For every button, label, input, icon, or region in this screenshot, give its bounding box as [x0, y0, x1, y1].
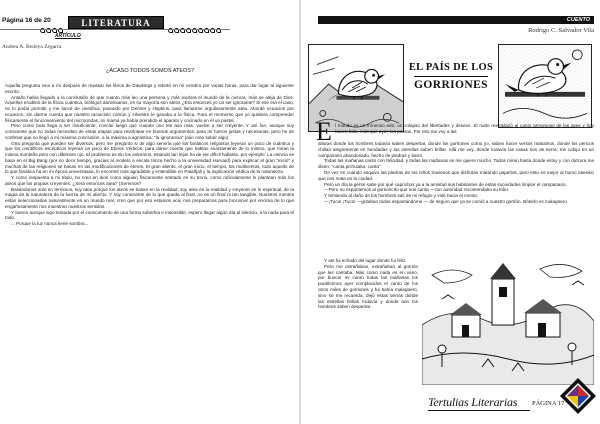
header-rule	[0, 29, 230, 30]
right-page-header-bar	[318, 16, 594, 24]
swirl-ornament-icon	[168, 20, 230, 27]
footer-rule	[428, 410, 530, 411]
article-paragraph: Pero como todo llega a ser insuficiente, concluí luego que cuando uno lee aún más, vuelve a ser creyente. Y así fue, aunque soy consciente que no todas necesitan de estas etapas para revolotear en buenos argumentos, para mí fueron justas y necesarias, pero he de confesar que no llegó a mí máxima conclusión, a la máxima a agnóstica: "la ignorancia" (aún creo saber algo).	[5, 123, 294, 140]
story-title-line1: EL PAÍS DE LOS	[408, 62, 494, 73]
story-paragraph: l mundo es un inmenso edo, un colapso del libertades y deseos. El ruido reemplazó al canto armonioso de las aves y hoy hacen falta, más que ayer, los poetas. Por eso me voy a las	[335, 123, 594, 134]
article-paragraph: ... Porque la luz nunca tiene sombra...	[11, 221, 89, 226]
left-page-number: Página 16 de 20	[2, 17, 51, 24]
sparrow-illustration-right	[498, 44, 592, 128]
story-paragraph: —¡Tuco! ¡Tuco! —gritaban todos espantándome — de seguro que ya se comió a nuestro gorrión. Bóterlo es malagüero.	[324, 198, 569, 204]
right-page	[300, 0, 600, 424]
left-page-header	[2, 17, 294, 28]
story-title-line2: GORRIONES	[414, 79, 488, 91]
story-title	[406, 62, 496, 92]
article-body	[5, 83, 294, 227]
story-author: Rodrigo C. Salvador Vila	[528, 27, 594, 34]
color-diamond-icon	[558, 376, 598, 416]
story-body-column	[318, 258, 418, 310]
village-illustration	[422, 255, 594, 385]
story-paragraph: Y así fui echado del lugar donde fui feliz.	[324, 258, 407, 263]
right-page-number: PÁGINA 17	[532, 400, 565, 407]
article-paragraph: Aquella pregunta vino a mí después de repasar los libros de Dawkings y rebotó en mi cerebro por varias horas, para dar lugar al siguiente escrito:	[5, 83, 294, 94]
article-author: Andrea A. Bedoya Zegarra	[2, 44, 62, 50]
footer-logo: Tertulias Literarias	[428, 395, 518, 409]
drop-cap: E	[316, 117, 332, 146]
article-paragraph: Basándonos solo en términos, soy atea porque los ateos se basan en la realidad; soy atea en la realidad y creyente en lo espiritual, de la magia de la naturaleza de la fuerza de mi aliento. Y soy consciente de lo que queda al final, no es un final ni tan tangible. Nuestros mentes están seleccionadas naturalmente en un mundo real, creo que por eso estamos acá, nos preparamos para funcionar por encima de lo que engañosamente nos muestran nuestros sentidos.	[5, 186, 294, 209]
story-opening-lines	[335, 123, 594, 135]
section-label: ARTÍCULO	[55, 33, 81, 39]
article-paragraph: Y como respuesta a mi título, no creo en dios como alguien físicamente sentado en su trono, como ridículamente lo plantean más los ateos que los propios creyentes. ¿Será entonces atea? (Seremos?	[5, 175, 294, 186]
story-paragraph: De vez en cuando esquivo las piedras de los niños traviesos que disfrutan matando pajaritos, pero esto es mejor al humo asesino que nos mata en la ciudad.	[318, 169, 594, 181]
story-paragraph: Y temiendo al daño de los hombres salí de mi refugio y volé hacia el monte.	[324, 193, 479, 199]
article-title: ¿ACASO TODOS SOMOS ATEOS?	[105, 68, 195, 74]
article-paragraph: Antaño había llegado a la conclusión de que cuanto más leo una persona y más explora el mundo de la ciencia, más se aleja de Dios. Aquellos eruditos de la física cuántica, biólogos darwinianos, en su mayoría son ateos ¿Era entonces yo un ser ignorante? Si ese era el caso, no lo podía permitir y me lancé de cientifica, pasando por Dennet y Hopkins, para llamarme orgullosamente atea. Abordé ecuacion por ecuacion, sin darme cuenta que nuestro raciocinio común y silvestre le ganaba a la física. Para el momento que yo quisiera comprender fisicamente el funcionamiento del microondas, mi mamá ya había prendido el aparato y cocinado en él un pastel.	[5, 94, 294, 123]
story-paragraph: —Pero no espantemos al gorrioncito que nos canta —con autoridad recomendaba su líder.	[324, 187, 510, 193]
story-paragraph: Todas las mañanas canto con felicidad, y todas las mañanas se me quiere mucho. Todos miran hasta donde estoy y con dulzura me dicen: "canta pichuiaita, canta".	[318, 158, 594, 170]
section-label: CUENTO	[566, 17, 590, 23]
title-divider	[414, 76, 488, 77]
story-paragraph: Pero me extrañaban, extrañaban al gorrión que les cantaba. Más como nada es en vano, por buscar mi canto todas las mañanas los pueblerinos ayer complacidos el canto de los otros miles de gorriones y fui bahía malagüero, sino se me recuerda, dejó estas tierras donde las estrellas brillan todavía y donde aún los hombres saben despertar.	[318, 263, 418, 310]
swirl-ornament-icon	[40, 20, 66, 27]
article-paragraph: Y bueno aunque sigo tentada por el conocimiento de una forma soberbia e insensible, espero llegar algún día al silencio, a la nada para el todo.	[5, 209, 294, 221]
article-paragraph: Otra pregunta que pueden ser diversos, pero me pregunto si de algo serviría que los fanáticos religiosos leyeran un poco de cuántica y que los científicos escépticos leyeran un poco de Ebrios Védicos, para darse cuenta que hablan exactamente de lo mismo, que miran la misma montaña pero con diferente ojo. El problema es sin los extremos, estando tan lejos ha de ser difícil hallarse, por ejemplo: La ciencia se basa en el Big Bang (por no decir tiempo, gracias al modelo a escala tórica hecho a la universidad Harvard) para explicar el gran "inicio" y muchas de las religiones se basan en las modificaciones de éteres. El gran aliento, el gran inicio, el tiempo, los multiversos, todo aquello de lo que fanática ha en mi época universitaria, lo encontré más agradable y entendible en Patañjali y la explicación védica de la naturaleza.	[5, 140, 294, 175]
story-paragraph: Pero un día la gente sabe por qué caprichos ya a la amistad sus habitantes de estas sociedades limpiar el campanario.	[324, 181, 567, 187]
story-body-top	[318, 141, 594, 205]
magazine-logo: LITERATURA	[68, 16, 164, 29]
story-paragraph: alturas donde los hombres todavía saben despertar, donde los gorriones como yo, saben hacer versos matutinos, donde los pericos chillan alegremente en bandadas y las estrellas saben brillar. Allá me voy, donde todavía las casas son de tierra; me cobijo en un campanario abandonado, hecho de piedras y barro.	[318, 141, 594, 158]
